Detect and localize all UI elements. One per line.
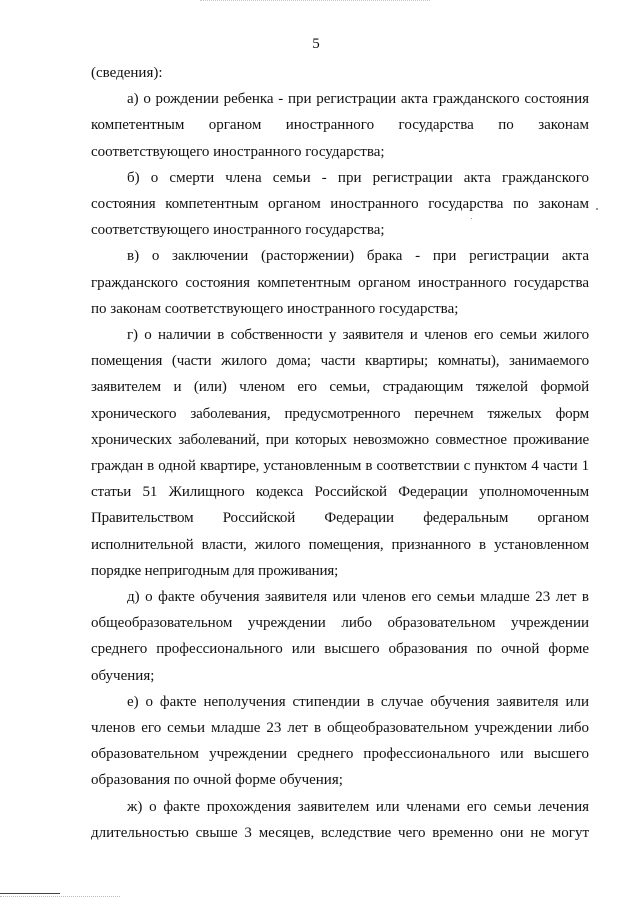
scan-speck [596,208,598,210]
scan-edge-mark [200,0,430,1]
scan-bottom-line [0,893,60,894]
scan-speck [471,218,472,219]
paragraph-item-a: а) о рождении ребенка - при регистрации акта гражданского состояния компетентным органом иностранного государства по законам соответствующего иностранного государства; [91,91,589,160]
paragraph-intro: (сведения): [91,65,163,81]
paragraph-item-b: б) о смерти члена семьи - при регистрации акта гражданского состояния компетентным органом иностранного государства по законам соответствующего иностранного государства; [91,169,589,239]
paragraph-item-e: е) о факте неполучения стипендии в случае обучения заявителя или членов его семьи младше 23 лет в общеобразовательном учреждении либо образовательном учреждении среднего профессионального или высшего образования по очной форме обучения; [91,693,589,789]
paragraph-item-g: г) о наличии в собственности у заявителя и членов его семьи жилого помещения (части жилого дома; части квартиры; комнаты), занимаемого заявителем и (или) членом его семьи, страдающим тяжелой формой хронического заболевания, предусмотренного перечнем тяжелых форм хронических заболеваний, при которых невозможно совместное проживание граждан в одной квартире, установленным в соответствии с пунктом 4 части 1 статьи 51 Жилищного кодекса Российской Федерации уполномоченным Правительством Российской Федерации федеральным органом исполнительной власти, жилого помещения, признанного в установленном порядке непригодным для проживания; [91,327,589,579]
document-body [91,60,589,846]
scan-bottom-dots [0,896,120,897]
paragraph-item-d: д) о факте обучения заявителя или членов его семьи младше 23 лет в общеобразовательном учреждении либо образовательном учреждении среднего профессионального или высшего образования по очной форме обучения; [91,589,589,684]
page-number: 5 [312,36,320,52]
paragraph-item-v: в) о заключении (расторжении) брака - при регистрации акта гражданского состояния компетентным органом иностранного государства по законам соответствующего иностранного государства; [91,248,589,317]
paragraph-item-zh: ж) о факте прохождения заявителем или членами его семьи лечения длительностью свыше 3 месяцев, вследствие чего временно они не могут [91,798,589,841]
